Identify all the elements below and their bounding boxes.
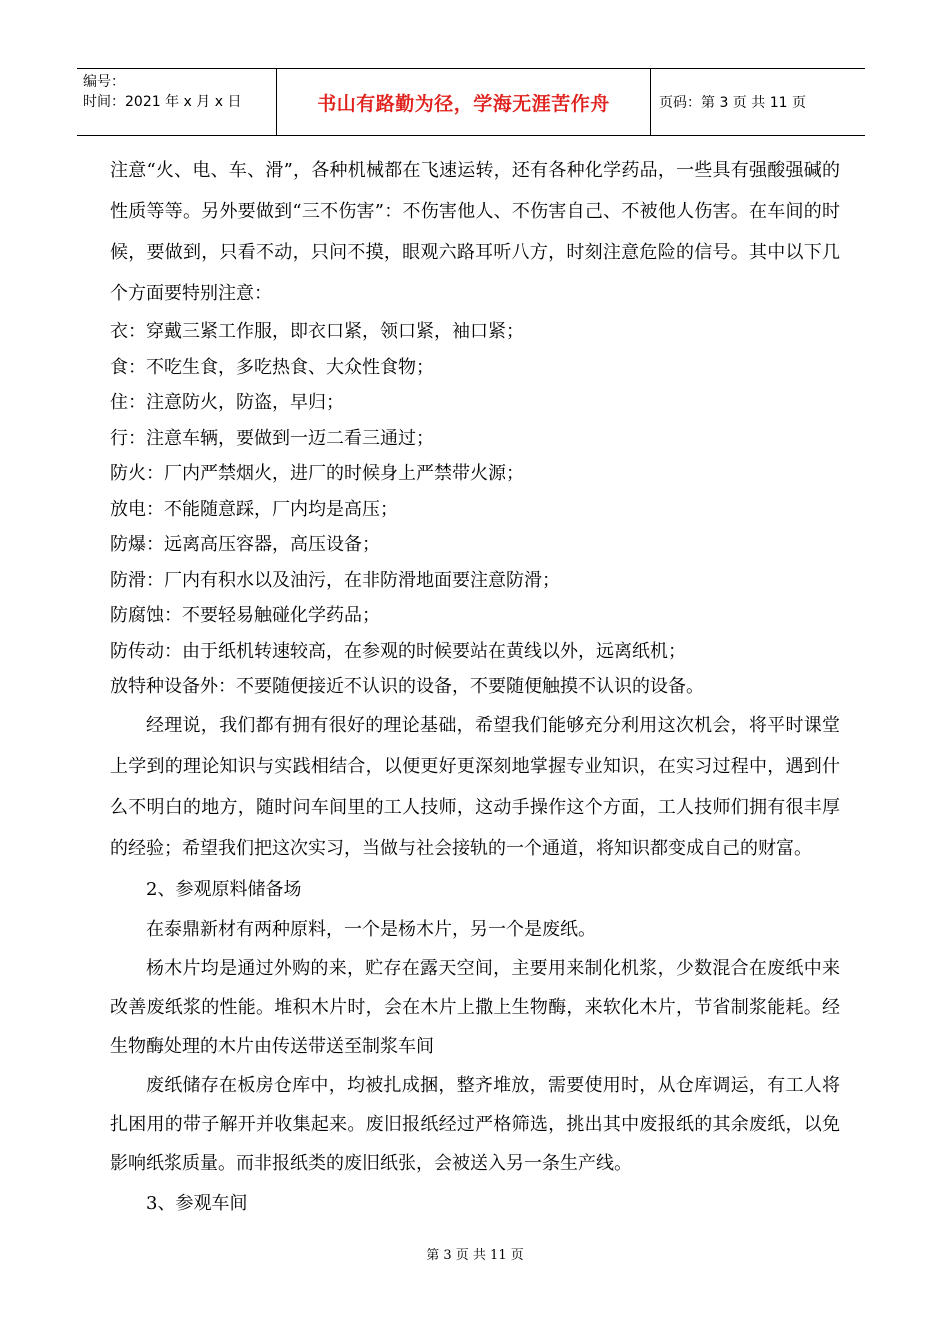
paragraph-safety-intro: 注意“火、电、车、滑”，各种机械都在飞速运转，还有各种化学药品，一些具有强酸强碱的性质等等。另外要做到“三不伤害”：不伤害他人、不伤害自己、不被他人伤害。在车间的时候，要做到，只看不动，只问不摸，眼观六路耳听八方，时刻注意危险的信号。其中以下几个方面要特别注意： bbox=[110, 160, 840, 304]
page-footer: 第 3 页 共 11 页 bbox=[426, 1248, 524, 1263]
safety-rule-item: 行：注意车辆，要做到一迈二看三通过； bbox=[110, 427, 434, 449]
paragraph-waste-paper: 废纸储存在板房仓库中，均被扎成捆，整齐堆放，需要使用时，从仓库调运，有工人将扎困用的带子解开并收集起来。废旧报纸经过严格筛选，挑出其中废报纸的其余废纸，以免影响纸浆质量。而非报纸类的废旧纸张，会被送入另一条生产线。 bbox=[110, 1074, 840, 1174]
paragraph-poplar-chips: 杨木片均是通过外购的来，贮存在露天空间，主要用来制化机浆，少数混合在废纸中来改善废纸浆的性能。堆积木片时，会在木片上撒上生物酶，来软化木片，节省制浆能耗。经生物酶处理的木片由传送带送至制浆车间 bbox=[110, 957, 840, 1057]
safety-rule-item: 住：注意防火，防盗，早归； bbox=[110, 392, 344, 413]
header-page-info: 页码：第 3 页 共 11 页 bbox=[659, 95, 806, 111]
safety-rule-list bbox=[110, 314, 840, 705]
safety-rule-item: 防传动：由于纸机转速较高，在参观的时候要站在黄线以外，远离纸机； bbox=[110, 640, 686, 662]
paragraph-raw-materials-intro: 在泰鼎新材有两种原料，一个是杨木片，另一个是废纸。 bbox=[146, 918, 596, 940]
paragraph-manager-remarks: 经理说，我们都有拥有很好的理论基础，希望我们能够充分利用这次机会，将平时课堂上学到的理论知识与实践相结合，以便更好更深刻地掌握专业知识，在实习过程中，遇到什么不明白的地方，随时问车间里的工人技师，这动手操作这个方面，工人技师们拥有很丰厚的经验；希望我们把这次实习，当做与社会接轨的一个通道，将知识都变成自己的财富。 bbox=[110, 714, 840, 859]
safety-rule-item: 放电：不能随意踩，厂内均是高压； bbox=[110, 498, 398, 520]
safety-rule-item: 放特种设备外：不要随便接近不认识的设备，不要随便触摸不认识的设备。 bbox=[110, 676, 704, 697]
document-body bbox=[110, 150, 840, 1224]
document-number-label: 编号： bbox=[83, 74, 125, 90]
section-heading-raw-materials: 2、参观原料储备场 bbox=[146, 878, 302, 900]
safety-rule-item: 防爆：远离高压容器，高压设备； bbox=[110, 534, 380, 555]
page-header bbox=[77, 68, 865, 136]
safety-rule-item: 防火：厂内严禁烟火，进厂的时候身上严禁带火源； bbox=[110, 463, 524, 484]
header-motto: 书山有路勤为径，学海无涯苦作舟 bbox=[277, 69, 651, 135]
safety-rule-item: 防滑：厂内有积水以及油污，在非防滑地面要注意防滑； bbox=[110, 569, 560, 591]
header-meta-cell bbox=[77, 69, 277, 135]
section-heading-workshop: 3、参观车间 bbox=[146, 1192, 248, 1214]
safety-rule-item: 食：不吃生食，多吃热食、大众性食物； bbox=[110, 356, 434, 378]
safety-rule-item: 衣：穿戴三紧工作服，即衣口紧，领口紧，袖口紧； bbox=[110, 321, 524, 342]
document-time-label: 时间：2021 年 x 月 x 日 bbox=[83, 94, 242, 110]
safety-rule-item: 防腐蚀：不要轻易触碰化学药品； bbox=[110, 605, 380, 626]
